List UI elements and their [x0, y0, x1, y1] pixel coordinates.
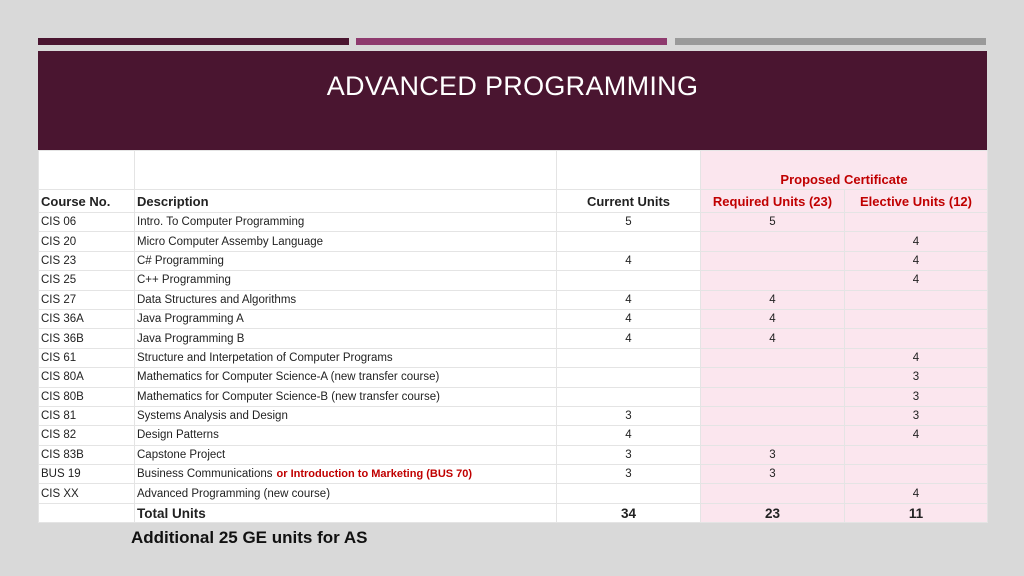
table-row [39, 387, 988, 406]
header-empty-cell [39, 151, 135, 190]
course-number-cell: CIS 82 [39, 426, 135, 445]
course-number-cell: CIS 81 [39, 406, 135, 425]
course-number-cell: CIS 27 [39, 290, 135, 309]
current-units-cell: 4 [557, 251, 701, 270]
description-text: Intro. To Computer Programming [137, 216, 305, 229]
description-text: Mathematics for Computer Science-B (new transfer course) [137, 390, 440, 403]
table-row [39, 465, 988, 484]
elective-units-cell [845, 290, 988, 309]
total-current-cell: 34 [557, 503, 701, 522]
required-units-cell [701, 406, 845, 425]
elective-units-cell [845, 445, 988, 464]
table-row [39, 251, 988, 270]
current-units-cell: 4 [557, 329, 701, 348]
ge-units-note: Additional 25 GE units for AS [131, 528, 368, 547]
slide-title: ADVANCED PROGRAMMING [326, 71, 699, 101]
course-number-cell: CIS 06 [39, 213, 135, 232]
elective-units-cell: 4 [845, 232, 988, 251]
description-text: Java Programming A [137, 313, 244, 326]
table-row [39, 484, 988, 503]
required-units-cell: 3 [701, 445, 845, 464]
current-units-cell: 3 [557, 465, 701, 484]
course-number-cell: CIS 83B [39, 445, 135, 464]
course-number-cell: CIS 36A [39, 309, 135, 328]
description-text: C# Programming [137, 254, 224, 267]
table-row [39, 232, 988, 251]
course-table [38, 150, 988, 523]
description-text: Micro Computer Assemby Language [137, 235, 324, 248]
elective-units-cell [845, 309, 988, 328]
total-row [39, 503, 988, 522]
description-cell [135, 348, 557, 367]
required-units-cell [701, 368, 845, 387]
course-number-cell: CIS 80B [39, 387, 135, 406]
total-label-cell: Total Units [135, 503, 557, 522]
required-units-cell [701, 251, 845, 270]
description-cell [135, 387, 557, 406]
description-text: Advanced Programming (new course) [137, 487, 331, 500]
required-units-cell: 5 [701, 213, 845, 232]
current-units-cell [557, 232, 701, 251]
current-units-cell [557, 348, 701, 367]
current-units-cell [557, 387, 701, 406]
course-number-cell: CIS 80A [39, 368, 135, 387]
course-table-container [38, 150, 987, 523]
table-row [39, 290, 988, 309]
description-cell [135, 368, 557, 387]
header-empty-cell [557, 151, 701, 190]
description-cell [135, 290, 557, 309]
description-text: Systems Analysis and Design [137, 410, 288, 423]
elective-units-cell: 3 [845, 406, 988, 425]
description-cell [135, 251, 557, 270]
course-number-cell: CIS 23 [39, 251, 135, 270]
description-cell [135, 484, 557, 503]
total-empty-cell [39, 503, 135, 522]
description-text: Structure and Interpetation of Computer Programs [137, 351, 393, 364]
required-units-cell [701, 387, 845, 406]
total-elective-cell: 11 [845, 503, 988, 522]
course-number-cell: CIS 36B [39, 329, 135, 348]
elective-units-cell: 3 [845, 368, 988, 387]
description-text: C++ Programming [137, 274, 231, 287]
description-text: Capstone Project [137, 448, 226, 461]
description-cell [135, 406, 557, 425]
description-cell [135, 329, 557, 348]
elective-units-cell: 4 [845, 484, 988, 503]
course-number-cell: CIS XX [39, 484, 135, 503]
description-alternative: or Introduction to Marketing (BUS 70) [276, 468, 473, 481]
required-units-cell: 4 [701, 309, 845, 328]
course-no-header: Course No. [39, 190, 135, 213]
table-row [39, 445, 988, 464]
table-row [39, 368, 988, 387]
description-cell [135, 465, 557, 484]
description-cell [135, 271, 557, 290]
current-units-cell [557, 368, 701, 387]
course-number-cell: CIS 25 [39, 271, 135, 290]
current-units-cell: 4 [557, 309, 701, 328]
description-text: Mathematics for Computer Science-A (new transfer course) [137, 371, 440, 384]
current-units-cell: 4 [557, 426, 701, 445]
elective-units-cell: 4 [845, 426, 988, 445]
required-units-cell: 4 [701, 290, 845, 309]
table-row [39, 406, 988, 425]
required-units-cell [701, 484, 845, 503]
elective-units-cell: 4 [845, 251, 988, 270]
elective-units-cell [845, 213, 988, 232]
current-units-cell: 3 [557, 406, 701, 425]
accent-bar-gray [675, 38, 986, 45]
header-empty-cell [135, 151, 557, 190]
current-units-cell: 3 [557, 445, 701, 464]
description-text: Data Structures and Algorithms [137, 293, 297, 306]
description-text: Business Communications [137, 468, 273, 481]
elective-units-cell: 4 [845, 348, 988, 367]
description-text: Java Programming B [137, 332, 245, 345]
description-cell [135, 213, 557, 232]
course-number-cell: BUS 19 [39, 465, 135, 484]
current-units-cell [557, 484, 701, 503]
title-banner [38, 51, 987, 150]
table-row [39, 348, 988, 367]
course-number-cell: CIS 61 [39, 348, 135, 367]
required-units-cell: 4 [701, 329, 845, 348]
proposed-certificate-header: Proposed Certificate [701, 151, 988, 190]
description-cell [135, 309, 557, 328]
current-units-cell: 4 [557, 290, 701, 309]
table-row [39, 271, 988, 290]
required-units-cell [701, 271, 845, 290]
elective-units-header: Elective Units (12) [845, 190, 988, 213]
header-row-proposed [39, 151, 988, 190]
elective-units-cell [845, 329, 988, 348]
required-units-header: Required Units (23) [701, 190, 845, 213]
current-units-cell: 5 [557, 213, 701, 232]
description-header: Description [135, 190, 557, 213]
table-row [39, 426, 988, 445]
elective-units-cell: 4 [845, 271, 988, 290]
header-row [39, 190, 988, 213]
required-units-cell [701, 232, 845, 251]
elective-units-cell [845, 465, 988, 484]
accent-bar-magenta [356, 38, 667, 45]
description-cell [135, 232, 557, 251]
description-cell [135, 426, 557, 445]
description-text: Design Patterns [137, 429, 219, 442]
table-row [39, 329, 988, 348]
total-required-cell: 23 [701, 503, 845, 522]
table-row [39, 309, 988, 328]
current-units-cell [557, 271, 701, 290]
elective-units-cell: 3 [845, 387, 988, 406]
current-units-header: Current Units [557, 190, 701, 213]
accent-bar-dark [38, 38, 349, 45]
required-units-cell: 3 [701, 465, 845, 484]
description-cell [135, 445, 557, 464]
required-units-cell [701, 426, 845, 445]
course-number-cell: CIS 20 [39, 232, 135, 251]
table-row [39, 213, 988, 232]
required-units-cell [701, 348, 845, 367]
